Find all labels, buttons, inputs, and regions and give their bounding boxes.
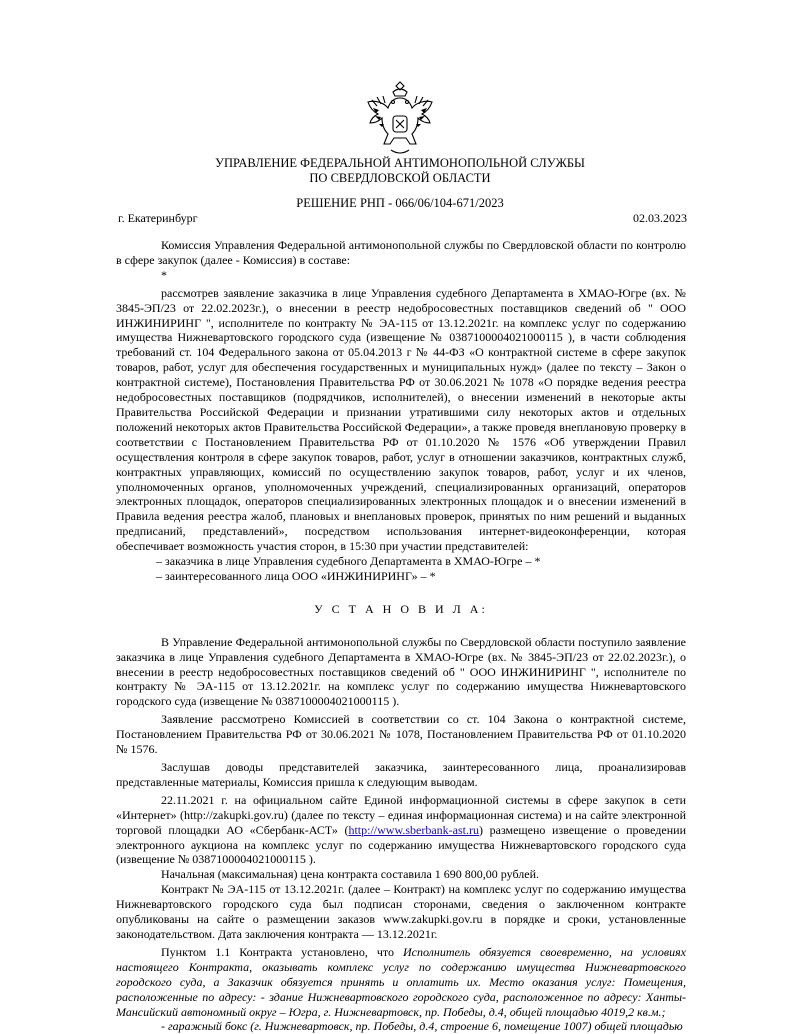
document-body [116, 238, 686, 1034]
paragraph-notice [116, 793, 686, 868]
notice-text-start: 22.11.2021 г. на официальном сайте Единой информационной системы в сфере закупок в сети «Интернет» (http://zakupki.gov.ru) (далее по тексту – единая информационная система) и на сайте электронной торговой площадки АО «Сбербанк-АСТ» ( [116, 792, 686, 837]
clause-quote: Исполнитель обязуется своевременно, на условиях настоящего Контракта, оказывать комплекс услуг по содержанию имущества Нижневартовского городского суда, а Заказчик обязуется принять и оплатить их. Место оказания услуг: Помещения, расположенные по адресу: - здание Нижневартовского городского суда, расположенное по адресу: Ханты-Мансийский автономный округ – Югра, г. Нижневартовск, пр. Победы, д.4, общей площадью 4019,2 кв.м.; [116, 944, 686, 1019]
paragraph-max-price: Начальная (максимальная) цена контракта составила 1 690 800,00 рублей. [161, 867, 540, 882]
authority-line-2: ПО СВЕРДЛОВСКОЙ ОБЛАСТИ [309, 171, 491, 185]
decision-date: 02.03.2023 [633, 211, 687, 225]
paragraph-conclusions: Заслушав доводы представителей заказчика, заинтересованного лица, проанализировав представленные материалы, Комиссия пришла к следующим выводам. [116, 760, 686, 789]
decision-title: РЕШЕНИЕ РНП - 066/06/104-671/2023 [296, 196, 504, 210]
paragraph-reviewed: Заявление рассмотрено Комиссией в соответствии со ст. 104 Закона о контрактной системе, Постановлением Правительства РФ от 30.06.2021 № 1078, Постановлением Правительства РФ от 01.10.2020 № 1576. [116, 712, 686, 757]
authority-name [0, 156, 800, 186]
paragraph-application: В Управление Федеральной антимонопольной службы по Свердловской области поступило заявление заказчика в лице Управления судебного Департамента в ХМАО-Югре (вх. № 3845-ЭП/23 от 22.02.2023г.), о внесении в реестр недобросовестных поставщиков сведений об " ООО ИНЖИНИРИНГ ", исполнителе по контракту № ЭА-115 от 13.12.2021г. на комплекс услуг по содержанию имущества Нижневартовского городского суда (извещение № 0387100004021000115 ). [116, 634, 686, 709]
russian-coat-of-arms-icon [365, 80, 435, 160]
representative-customer: – заказчика в лице Управления судебного Департамента в ХМАО-Югре – * [156, 554, 541, 569]
paragraph-clause-1-1 [116, 945, 686, 1020]
sberbank-ast-link[interactable]: http://www.sberbank-ast.ru [348, 822, 479, 837]
authority-line-1: УПРАВЛЕНИЕ ФЕДЕРАЛЬНОЙ АНТИМОНОПОЛЬНОЙ СЛУЖБЫ [215, 156, 585, 170]
paragraph-commission: Комиссия Управления Федеральной антимонопольной службы по Свердловской области по контролю в сфере закупок (далее - Комиссия) в составе: [116, 238, 686, 267]
commission-members-redacted: * [161, 267, 167, 282]
section-heading-established: У С Т А Н О В И Л А: [314, 601, 488, 616]
paragraph-contract: Контракт № ЭА-115 от 13.12.2021г. (далее – Контракт) на комплекс услуг по содержанию имущества Нижневартовского городского суда был подписан сторонами, сведения о заключенном контракте опубликованы на сайте о размещении заказов www.zakupki.gov.ru в порядке и сроки, установленные законодательством. Дата заключения контракта — 13.12.2021г. [116, 882, 686, 941]
clause-intro: Пунктом 1.1 Контракта установлено, что [161, 944, 403, 959]
paragraph-garage-box: - гаражный бокс (г. Нижневартовск, пр. Победы, д.4, строение 6, помещение 1007) общей площадью [161, 1019, 683, 1034]
representative-interested-party: – заинтересованного лица ООО «ИНЖИНИРИНГ» – * [156, 568, 436, 583]
notice-text-end: ) размещено извещение о проведении электронного аукциона на комплекс услуг по содержанию имущества Нижневартовского городского суда (извещение № 0387100004021000115 ). [116, 822, 686, 867]
paragraph-considered: рассмотрев заявление заказчика в лице Управления судебного Департамента в ХМАО-Югре (вх. № 3845-ЭП/23 от 22.02.2023г.), о внесении в реестр недобросовестных поставщиков сведений об " ООО ИНЖИНИРИНГ ", исполнителе по контракту № ЭА-115 от 13.12.2021г. на комплекс услуг по содержанию имущества Нижневартовского городского суда (извещение № 0387100004021000115 ), в части соблюдения требований ст. 104 Федерального закона от 05.04.2013 г № 44-ФЗ «О контрактной системе в сфере закупок товаров, работ, услуг для обеспечения государственных и муниципальных нужд» (далее по тексту – Закон о контрактной системе), Постановления Правительства РФ от 30.06.2021 № 1078 «О порядке ведения реестра недобросовестных поставщиков (подрядчиков, исполнителей), о внесении изменений в некоторые акты Правительства Российской Федерации и признании утратившими силу некоторых актов и отдельных положений некоторых актов Правительства Российской Федерации», а также проведя внеплановую проверку в соответствии с Постановлением Правительства РФ от 01.10.2020 № 1576 «Об утверждении Правил осуществления контроля в сфере закупок товаров, работ, услуг в отношении заказчиков, контрактных служб, контрактных управляющих, комиссий по осуществлению закупок товаров, работ, услуг и их членов, уполномоченных органов, уполномоченных учреждений, специализированных организаций, операторов электронных площадок, операторов специализированных электронных площадок и о внесении изменений в Правила ведения реестра жалоб, плановых и внеплановых проверок, принятых по ним решений и выданных предписаний, представлений», посредством использования интернет-видеоконференции, которая обеспечивает возможность участия сторон, в 15:30 при участии представителей: [116, 285, 686, 554]
city: г. Екатеринбург [118, 211, 198, 225]
